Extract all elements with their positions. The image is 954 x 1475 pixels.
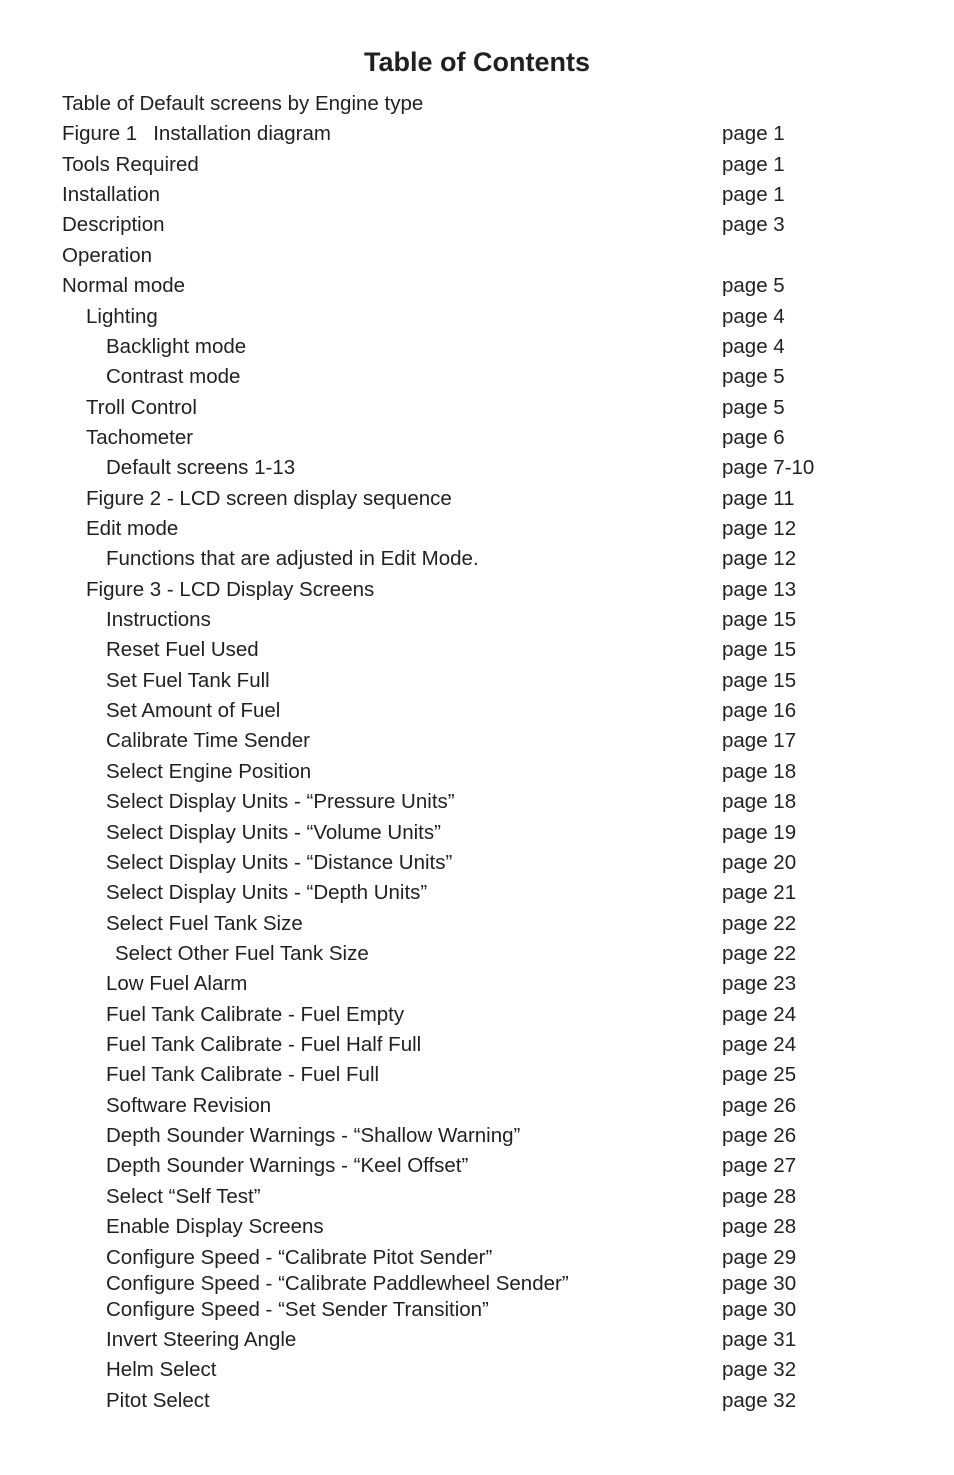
toc-row	[0, 363, 954, 391]
toc-entry-text: Fuel Tank Calibrate - Fuel Half Full	[106, 1033, 422, 1056]
toc-entry-title	[106, 333, 246, 361]
toc-page-number: page 20	[722, 851, 797, 874]
toc-page-number: page 5	[722, 274, 785, 297]
toc-page-number: page 29	[722, 1246, 797, 1269]
toc-entry-text: Functions that are adjusted in Edit Mode.	[106, 547, 479, 570]
toc-entry-title	[106, 849, 452, 877]
toc-row	[0, 758, 954, 786]
toc-entry-title	[106, 1244, 492, 1272]
toc-entry-text: Troll Control	[86, 396, 197, 419]
toc-entry-title	[106, 1326, 296, 1354]
toc-row	[0, 1061, 954, 1089]
toc-entry-text: Fuel Tank Calibrate - Fuel Empty	[106, 1003, 405, 1026]
toc-row	[0, 1001, 954, 1029]
toc-entry-title	[106, 1092, 271, 1120]
toc-page-number: page 30	[722, 1272, 797, 1295]
toc-entry-text: Configure Speed - “Calibrate Paddlewheel Sender”	[106, 1272, 569, 1295]
toc-entry-title	[106, 454, 295, 482]
toc-row	[0, 90, 954, 118]
toc-row	[0, 1387, 954, 1415]
toc-entry-text: Backlight mode	[106, 335, 247, 358]
toc-row	[0, 272, 954, 300]
toc-entry-title	[62, 120, 331, 148]
toc-row	[0, 636, 954, 664]
toc-page-number: page 12	[722, 517, 797, 540]
toc-page-number: page 6	[722, 426, 785, 449]
toc-entry-text: Select “Self Test”	[106, 1185, 261, 1208]
toc-entry-title	[86, 303, 158, 331]
toc-page-number: page 13	[722, 578, 797, 601]
toc-entry-title	[106, 1356, 217, 1384]
toc-page-number: page 16	[722, 699, 797, 722]
toc-page-number: page 4	[722, 335, 785, 358]
toc-entry-text: Set Fuel Tank Full	[106, 669, 270, 692]
toc-entry-text: Helm Select	[106, 1358, 217, 1381]
toc-entry-text: Configure Speed - “Set Sender Transition”	[106, 1298, 489, 1321]
toc-row	[0, 1122, 954, 1150]
toc-row	[0, 1183, 954, 1211]
toc-row	[0, 727, 954, 755]
toc-entry-text: Select Display Units - “Volume Units”	[106, 821, 441, 844]
toc-page-number: page 24	[722, 1003, 797, 1026]
toc-entry-title	[62, 151, 199, 179]
toc-entry-title	[106, 879, 427, 907]
toc-page-number: page 32	[722, 1358, 797, 1381]
toc-page-number: page 1	[722, 183, 785, 206]
toc-page-number: page 17	[722, 729, 797, 752]
toc-row	[0, 1213, 954, 1241]
toc-entry-text: Depth Sounder Warnings - “Keel Offset”	[106, 1154, 469, 1177]
toc-row	[0, 181, 954, 209]
toc-entry-title	[106, 1270, 569, 1298]
toc-entry-text: Low Fuel Alarm	[106, 972, 248, 995]
toc-page-number: page 15	[722, 669, 797, 692]
toc-entry-text: Operation	[62, 244, 153, 267]
toc-page-number: page 26	[722, 1124, 797, 1147]
toc-entry-title	[106, 727, 310, 755]
toc-entry-title	[62, 181, 160, 209]
toc-row	[0, 1356, 954, 1384]
toc-entry-text: Description	[62, 213, 165, 236]
toc-row	[0, 1326, 954, 1354]
toc-entry-text: Reset Fuel Used	[106, 638, 259, 661]
toc-page-number: page 1	[722, 122, 785, 145]
toc-entry-text: Installation	[62, 183, 161, 206]
toc-entry-title	[106, 545, 479, 573]
toc-entry-title	[106, 1387, 210, 1415]
toc-entry-text: Select Other Fuel Tank Size	[115, 942, 369, 965]
toc-entry-text: Default screens 1-13	[106, 456, 296, 479]
toc-entry-title	[86, 485, 452, 513]
toc-entry-text: Select Display Units - “Pressure Units”	[106, 790, 455, 813]
toc-row	[0, 303, 954, 331]
toc-entry-title	[106, 636, 259, 664]
toc-page-number: page 3	[722, 213, 785, 236]
toc-row	[0, 120, 954, 148]
toc-entry-text: Configure Speed - “Calibrate Pitot Sender”	[106, 1246, 493, 1269]
toc-row	[0, 1270, 954, 1298]
toc-entry-title	[106, 1213, 324, 1241]
page-title: Table of Contents	[364, 47, 590, 77]
toc-row	[0, 485, 954, 513]
toc-row	[0, 151, 954, 179]
toc-page-number: page 28	[722, 1185, 797, 1208]
toc-row	[0, 910, 954, 938]
toc-row	[0, 242, 954, 270]
toc-row	[0, 211, 954, 239]
toc-row	[0, 1092, 954, 1120]
toc-entry-text: Figure 3 - LCD Display Screens	[86, 578, 375, 601]
toc-row	[0, 1152, 954, 1180]
toc-entry-title	[86, 424, 193, 452]
toc-page-number: page 21	[722, 881, 797, 904]
toc-row	[0, 545, 954, 573]
toc-row	[0, 515, 954, 543]
toc-page-number: page 15	[722, 608, 797, 631]
toc-row	[0, 333, 954, 361]
toc-entry-text: Lighting	[86, 305, 158, 328]
toc-entry-title	[106, 667, 270, 695]
toc-page-number: page 26	[722, 1094, 797, 1117]
toc-page-number: page 1	[722, 153, 785, 176]
toc-entry-text: Table of Default screens by Engine type	[62, 92, 424, 115]
toc-entry-text: Invert Steering Angle	[106, 1328, 297, 1351]
toc-page-number: page 5	[722, 365, 785, 388]
toc-row	[0, 1296, 954, 1324]
toc-page-number: page 15	[722, 638, 797, 661]
toc-entry-title	[106, 697, 280, 725]
toc-entry-title	[115, 940, 369, 968]
toc-entry-title	[86, 576, 374, 604]
toc-row	[0, 667, 954, 695]
toc-entry-text: Select Display Units - “Depth Units”	[106, 881, 428, 904]
toc-entry-text: Tachometer	[86, 426, 194, 449]
toc-row	[0, 849, 954, 877]
toc-row	[0, 697, 954, 725]
toc-entry-title	[86, 394, 197, 422]
toc-row	[0, 819, 954, 847]
toc-entry-text: Enable Display Screens	[106, 1215, 324, 1238]
toc-entry-text: Select Engine Position	[106, 760, 312, 783]
toc-entry-text: Calibrate Time Sender	[106, 729, 310, 752]
toc-page-number: page 4	[722, 305, 785, 328]
toc-entry-text: Fuel Tank Calibrate - Fuel Full	[106, 1063, 380, 1086]
toc-page-number: page 12	[722, 547, 797, 570]
toc-page-number: page 30	[722, 1298, 797, 1321]
toc-page-number: page 27	[722, 1154, 797, 1177]
toc-row	[0, 454, 954, 482]
toc-entry-title	[62, 211, 165, 239]
toc-entry-text: Contrast mode	[106, 365, 241, 388]
toc-entry-text: Figure 1	[62, 122, 138, 145]
toc-entry-text: Normal mode	[62, 274, 186, 297]
toc-row	[0, 879, 954, 907]
toc-page-number: page 18	[722, 760, 797, 783]
toc-page-number: page 18	[722, 790, 797, 813]
toc-row	[0, 606, 954, 634]
toc-page-number: page 28	[722, 1215, 797, 1238]
toc-row	[0, 970, 954, 998]
toc-row	[0, 424, 954, 452]
toc-entry-title	[106, 1061, 379, 1089]
toc-entry-title	[106, 910, 303, 938]
toc-entry-title	[86, 515, 178, 543]
toc-entry-text: Figure 2 - LCD screen display sequence	[86, 487, 452, 510]
toc-entry-title	[62, 272, 185, 300]
toc-entry-text: Tools Required	[62, 153, 199, 176]
toc-row	[0, 576, 954, 604]
toc-page-number: page 22	[722, 942, 797, 965]
toc-entry-text: Software Revision	[106, 1094, 272, 1117]
toc-entry-title	[106, 1031, 421, 1059]
toc-entry-title	[106, 1296, 489, 1324]
toc-row	[0, 788, 954, 816]
toc-page-number: page 24	[722, 1033, 797, 1056]
toc-entry-title	[106, 1122, 520, 1150]
toc-entry-title	[62, 90, 423, 118]
toc-entry-title	[106, 819, 441, 847]
toc-entry-title	[62, 242, 152, 270]
toc-entry-title	[106, 606, 211, 634]
toc-entry-title	[106, 970, 247, 998]
toc-page-number: page 31	[722, 1328, 797, 1351]
toc-page-number: page 22	[722, 912, 797, 935]
toc-page-number: page 19	[722, 821, 797, 844]
toc-page-number: page 32	[722, 1389, 797, 1412]
toc-entry-title	[106, 1001, 404, 1029]
toc-page-number: page 5	[722, 396, 785, 419]
toc-entry-title	[106, 363, 240, 391]
toc-entry-text: Depth Sounder Warnings - “Shallow Warning”	[106, 1124, 521, 1147]
toc-entry-text: Select Fuel Tank Size	[106, 912, 303, 935]
toc-entry-title	[106, 788, 455, 816]
toc-entry-title	[106, 1183, 261, 1211]
toc-row	[0, 1244, 954, 1272]
toc-entry-title	[106, 1152, 468, 1180]
toc-row	[0, 940, 954, 968]
toc-entry-text: Instructions	[106, 608, 211, 631]
toc-entry-text: Select Display Units - “Distance Units”	[106, 851, 453, 874]
toc-page-number: page 25	[722, 1063, 797, 1086]
toc-row	[0, 394, 954, 422]
toc-row	[0, 1031, 954, 1059]
toc-entry-text-secondary: Installation diagram	[153, 122, 331, 145]
toc-entry-text: Set Amount of Fuel	[106, 699, 281, 722]
toc-page-number: page 23	[722, 972, 797, 995]
toc-entry-title	[106, 758, 311, 786]
toc-entry-text: Edit mode	[86, 517, 179, 540]
toc-entry-text: Pitot Select	[106, 1389, 210, 1412]
toc-page-number: page 7-10	[722, 456, 815, 479]
toc-page-number: page 11	[722, 487, 795, 510]
